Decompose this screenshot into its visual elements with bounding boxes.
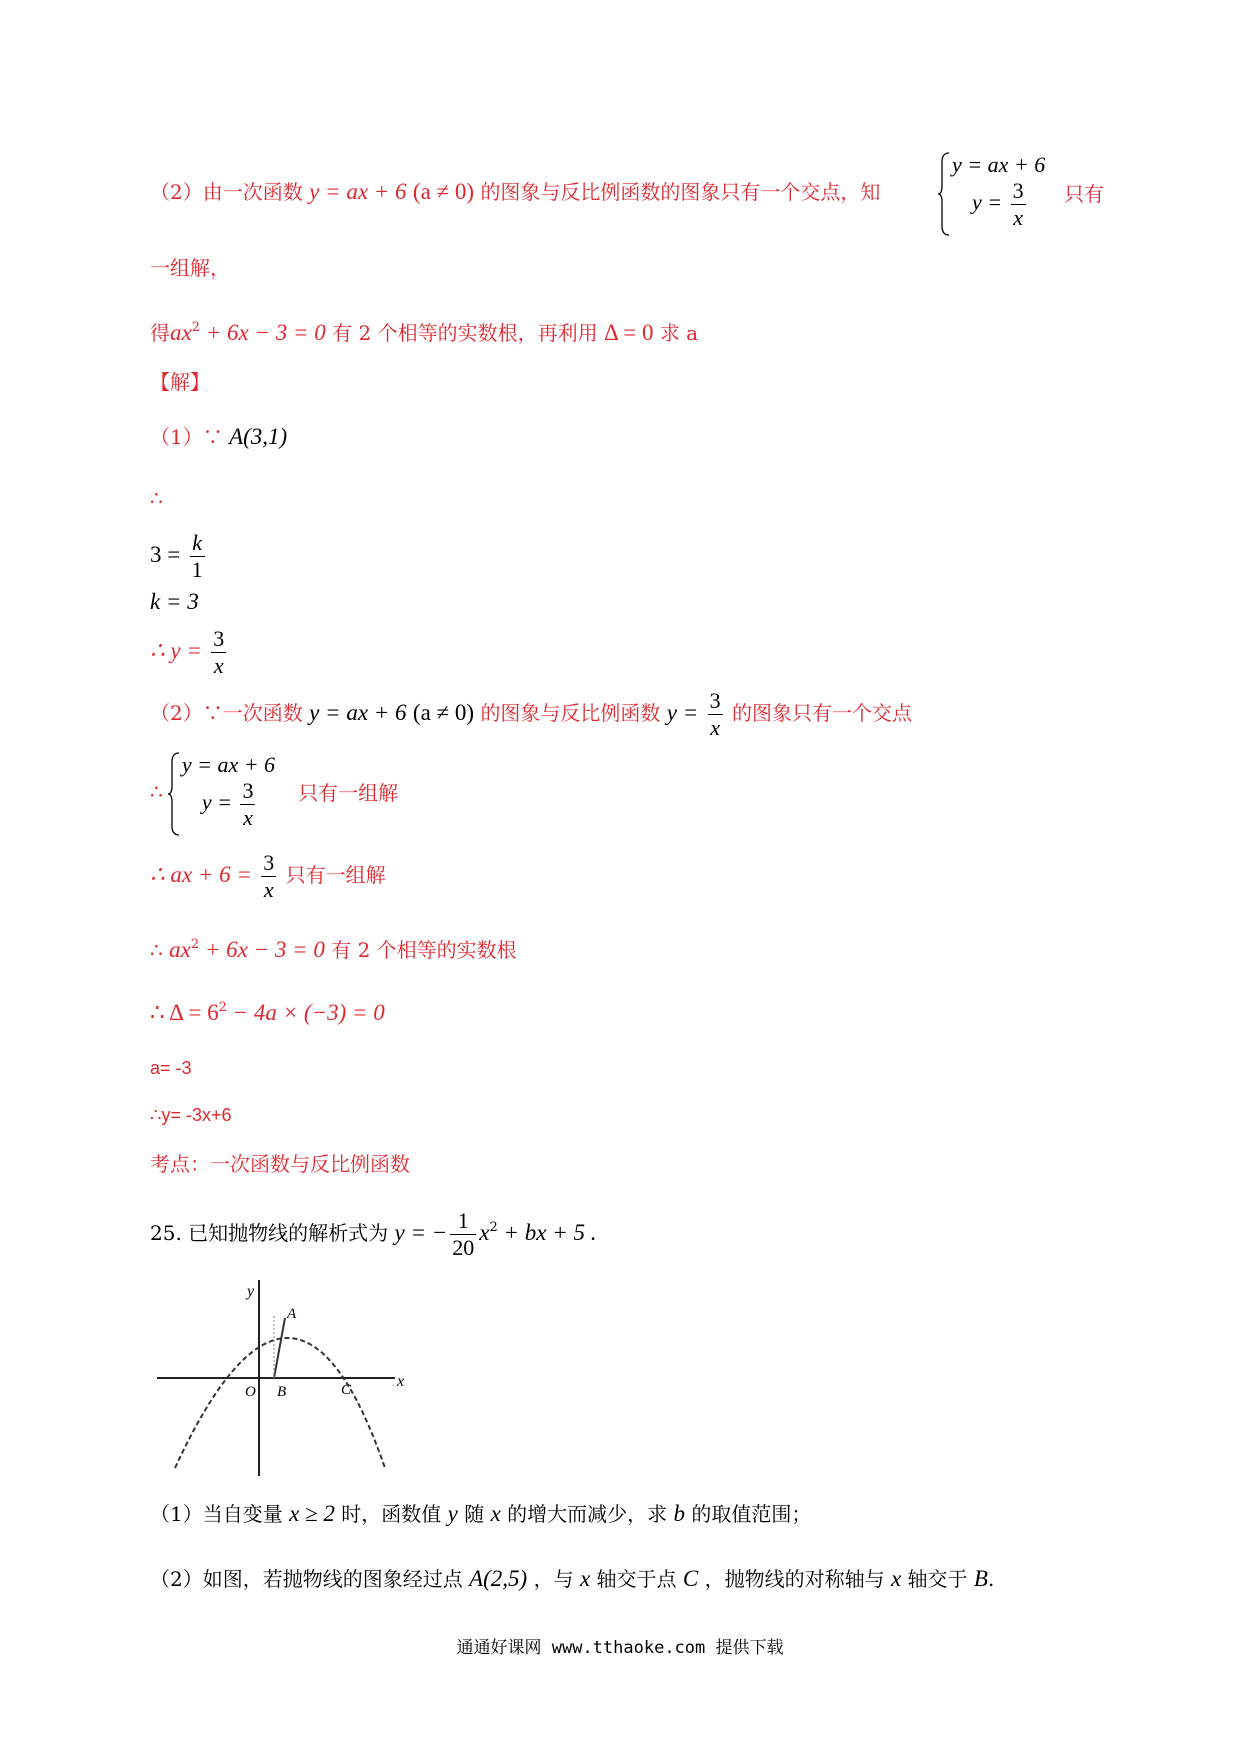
q25-1-e: 的取值范围； xyxy=(691,1502,812,1526)
graph-label-a: A xyxy=(287,1306,297,1322)
q25-1-a: （1）当自变量 xyxy=(150,1502,283,1526)
graph-label-y: y xyxy=(247,1283,255,1300)
line-quad xyxy=(150,933,517,962)
q25-1-y: y xyxy=(447,1501,458,1526)
line-quad-tail: 有 2 个相等的实数根 xyxy=(331,938,517,962)
sys-2-row2-left: y = xyxy=(201,789,232,815)
eq-k-num: k xyxy=(190,530,205,557)
line-delta xyxy=(150,996,385,1025)
line-delta-rest: − 4a × (−3) = 0 xyxy=(226,1000,385,1025)
sol-1-point: A(3,1) xyxy=(229,424,288,449)
graph-label-x: x xyxy=(397,1373,405,1390)
q25-2-c: 轴交于点 xyxy=(596,1567,677,1591)
line-ax6-tail: 只有一组解 xyxy=(285,863,386,887)
sys-2-tail: 只有一组解 xyxy=(298,781,399,805)
eq-k-value: k = 3 xyxy=(150,589,199,614)
sol-1-label: （1）∵ xyxy=(150,425,223,449)
q25-rest: + bx + 5 . xyxy=(497,1220,597,1245)
q25-lead: 25. 已知抛物线的解析式为 xyxy=(150,1221,389,1245)
parabola-graph xyxy=(155,1278,415,1478)
line-delta-pre: ∴ Δ = 6 xyxy=(150,1000,219,1025)
q25-part2 xyxy=(150,1567,994,1591)
solution-header: 【解】 xyxy=(150,370,210,394)
q25-yeq: y = − xyxy=(394,1220,448,1245)
parabola-curve xyxy=(175,1338,385,1468)
q25-1-bv: b xyxy=(673,1501,686,1526)
q25-sup: 2 xyxy=(489,1220,498,1235)
eq-y-den: x xyxy=(213,653,224,678)
line-ax6-left: ∴ ax + 6 = xyxy=(150,862,252,887)
left-brace-icon xyxy=(168,752,180,836)
line-ax6 xyxy=(150,850,386,903)
sys-2-block xyxy=(150,752,398,831)
q25-2-C: C xyxy=(682,1566,699,1591)
segment-ab xyxy=(274,1318,285,1378)
line-quad-pre: ∴ xyxy=(150,938,163,962)
sol-1-line xyxy=(150,425,287,449)
hint-3-line xyxy=(150,316,698,345)
hint-2-prefix: （2）由一次函数 xyxy=(150,180,303,204)
q25-2-pt: A(2,5) xyxy=(469,1566,528,1591)
q25-2-a: （2）如图，若抛物线的图象经过点 xyxy=(150,1567,463,1591)
sys-2-therefore: ∴ xyxy=(150,779,163,804)
q25-x: x xyxy=(479,1220,490,1245)
hint-2-suffix: 只有 xyxy=(1064,182,1104,206)
q25-den: 20 xyxy=(452,1235,475,1260)
hint-3-end: 求 a xyxy=(659,321,699,345)
hint-2-sys-row2-left: y = xyxy=(972,189,1003,215)
sol-2-yeq: y = xyxy=(666,700,699,725)
q25-1-b: 时，函数值 xyxy=(341,1502,442,1526)
sol-2-text: 的图象与反比例函数 xyxy=(480,701,661,725)
therefore-1: ∴ xyxy=(150,486,163,510)
hint-2-sys-row1: y = ax + 6 xyxy=(952,152,1046,177)
line-quad-sup: 2 xyxy=(190,937,200,952)
q25-part1 xyxy=(150,1502,811,1526)
sol-2-func: y = ax + 6 xyxy=(309,700,407,725)
answer-a: a= -3 xyxy=(150,1058,192,1078)
q25-1-x: x xyxy=(490,1501,501,1526)
eq-y-left: ∴ y = xyxy=(150,638,202,663)
sys-2-row1: y = ax + 6 xyxy=(181,752,276,777)
sol-2-line xyxy=(150,688,912,741)
hint-2-middle: 的图象与反比例函数的图象只有一个交点，知 xyxy=(480,180,881,204)
graph-label-origin: O xyxy=(245,1384,256,1400)
line-quad-a: ax xyxy=(169,937,191,962)
hint-3-mid: 有 2 个相等的实数根，再利用 xyxy=(332,321,598,345)
q25-2-f: . xyxy=(987,1567,995,1591)
hint-3-eq-sup: 2 xyxy=(191,320,200,335)
eq-k-den: 1 xyxy=(191,557,203,582)
graph-label-c: C xyxy=(341,1382,352,1398)
q25-1-d: 的增大而减少，求 xyxy=(507,1502,668,1526)
sol-2-end: 的图象只有一个交点 xyxy=(732,701,912,725)
q25-2-b: ，与 xyxy=(533,1567,574,1591)
q25-2-x2: x xyxy=(890,1566,902,1591)
sys-2-den: x xyxy=(243,805,253,830)
q25-2-B: B xyxy=(973,1566,988,1591)
hint-2-func: y = ax + 6 xyxy=(309,179,407,204)
eq-k-left: 3 = xyxy=(150,542,181,567)
sys-2-num: 3 xyxy=(242,778,254,803)
hint-3-eq-a: ax xyxy=(170,320,192,345)
sol-2-num: 3 xyxy=(709,688,721,713)
line-quad-b: + 6x − 3 = 0 xyxy=(199,937,325,962)
q25-line xyxy=(150,1208,597,1261)
hint-2-line xyxy=(150,180,880,204)
hint-2-system xyxy=(938,152,1045,231)
left-brace-icon xyxy=(938,152,950,236)
q25-2-d: ，抛物线的对称轴与 xyxy=(704,1567,885,1591)
q25-num: 1 xyxy=(450,1208,476,1235)
sol-2-den: x xyxy=(710,715,721,740)
answer-y: ∴y= -3x+6 xyxy=(150,1105,232,1125)
hint-2-sys-num: 3 xyxy=(1012,178,1024,203)
sol-2-label: （2）∵一次函数 xyxy=(150,701,303,725)
eq-y-num: 3 xyxy=(213,626,225,651)
hint-2-cond: (a ≠ 0) xyxy=(412,179,475,204)
kaodian-note: 考点：一次函数与反比例函数 xyxy=(150,1152,410,1176)
eq-y-frac xyxy=(150,626,229,679)
hint-3-eq-b: + 6x − 3 = 0 xyxy=(200,320,326,345)
line-ax6-num: 3 xyxy=(263,850,275,875)
eq-k-frac xyxy=(150,530,208,583)
sol-2-cond: (a ≠ 0) xyxy=(412,700,475,725)
hint-3-delta: Δ = 0 xyxy=(603,320,654,345)
page-footer: 通通好课网 www.tthaoke.com 提供下载 xyxy=(456,1638,784,1658)
graph-label-b: B xyxy=(277,1384,287,1400)
hint-3-pre: 得 xyxy=(150,321,170,345)
hint-2-sys-den: x xyxy=(1013,205,1023,230)
line-ax6-den: x xyxy=(263,877,274,902)
q25-1-c: 随 xyxy=(464,1502,485,1526)
q25-2-x1: x xyxy=(579,1566,591,1591)
line-delta-sup: 2 xyxy=(218,1000,227,1015)
q25-2-e: 轴交于 xyxy=(907,1567,968,1591)
q25-1-cond: x ≥ 2 xyxy=(289,1501,335,1526)
hint-2-cont: 一组解， xyxy=(150,256,230,280)
